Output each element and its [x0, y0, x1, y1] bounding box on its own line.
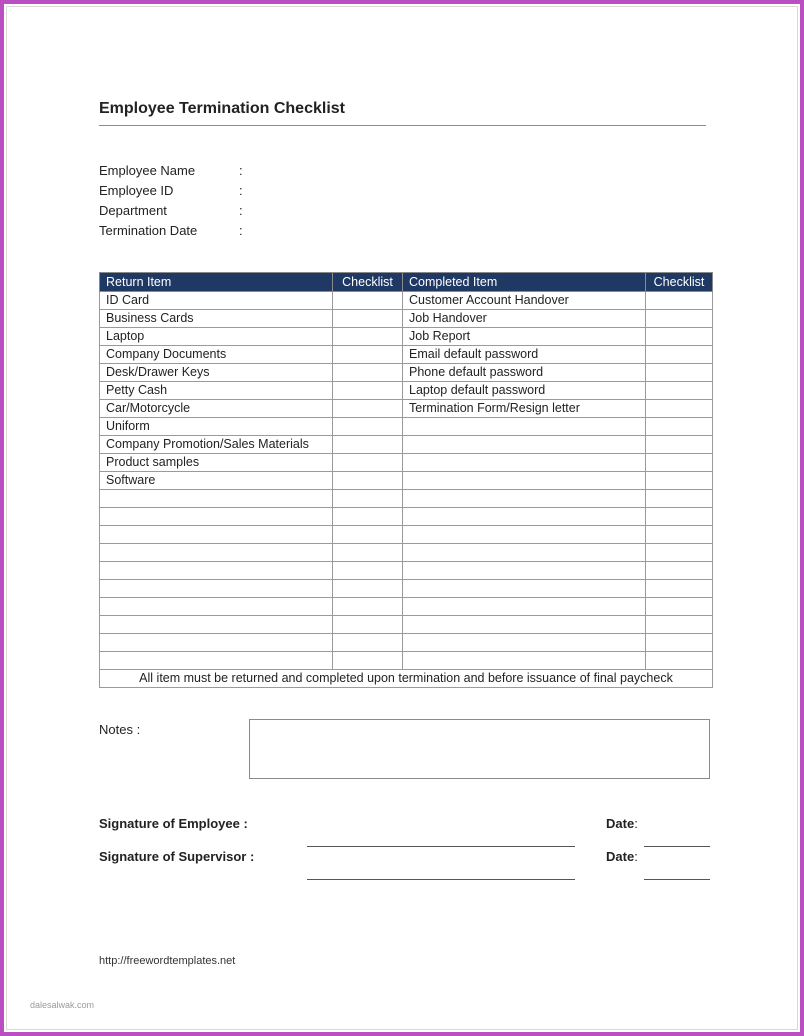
completed-item-cell: [403, 526, 646, 544]
table-row: [100, 472, 713, 490]
completed-item-cell: [403, 580, 646, 598]
completed-check-cell[interactable]: [646, 652, 713, 670]
table-row: [100, 580, 713, 598]
return-item-cell: [100, 562, 333, 580]
completed-item-cell: Customer Account Handover: [403, 292, 646, 310]
completed-item-cell: [403, 418, 646, 436]
table-row: [100, 436, 713, 454]
source-url[interactable]: http://freewordtemplates.net: [99, 955, 236, 967]
table-row: [100, 634, 713, 652]
table-row: [100, 418, 713, 436]
completed-item-cell: [403, 508, 646, 526]
completed-item-cell: Job Report: [403, 328, 646, 346]
completed-item-cell: Laptop default password: [403, 382, 646, 400]
return-item-cell: [100, 526, 333, 544]
completed-check-cell[interactable]: [646, 364, 713, 382]
return-item-cell: [100, 490, 333, 508]
info-label: Department: [99, 203, 167, 218]
completed-check-cell[interactable]: [646, 436, 713, 454]
supervisor-date-label: [606, 849, 638, 864]
return-item-cell: [100, 652, 333, 670]
return-check-cell[interactable]: [333, 562, 403, 580]
return-check-cell[interactable]: [333, 364, 403, 382]
return-item-cell: [100, 616, 333, 634]
table-row: [100, 454, 713, 472]
return-check-cell[interactable]: [333, 310, 403, 328]
header-checklist-2: Checklist: [646, 273, 713, 292]
table-header-row: [100, 273, 713, 292]
completed-check-cell[interactable]: [646, 292, 713, 310]
return-item-cell: Car/Motorcycle: [100, 400, 333, 418]
return-item-cell: Software: [100, 472, 333, 490]
completed-check-cell[interactable]: [646, 616, 713, 634]
completed-item-cell: [403, 490, 646, 508]
employee-date-label: [606, 816, 638, 831]
return-check-cell[interactable]: [333, 616, 403, 634]
completed-check-cell[interactable]: [646, 598, 713, 616]
return-item-cell: Petty Cash: [100, 382, 333, 400]
info-colon: :: [239, 203, 243, 218]
table-row: [100, 346, 713, 364]
table-row: [100, 310, 713, 328]
notes-box[interactable]: [249, 719, 710, 779]
table-row: [100, 526, 713, 544]
completed-check-cell[interactable]: [646, 562, 713, 580]
completed-item-cell: [403, 634, 646, 652]
completed-item-cell: [403, 436, 646, 454]
completed-check-cell[interactable]: [646, 490, 713, 508]
return-check-cell[interactable]: [333, 400, 403, 418]
employee-signature-line[interactable]: [307, 846, 575, 847]
return-check-cell[interactable]: [333, 472, 403, 490]
table-row: [100, 544, 713, 562]
completed-check-cell[interactable]: [646, 418, 713, 436]
return-check-cell[interactable]: [333, 328, 403, 346]
completed-check-cell[interactable]: [646, 472, 713, 490]
info-colon: :: [239, 223, 243, 238]
header-checklist-1: Checklist: [333, 273, 403, 292]
return-check-cell[interactable]: [333, 544, 403, 562]
table-row: [100, 400, 713, 418]
info-label: Employee Name: [99, 163, 196, 178]
completed-check-cell[interactable]: [646, 508, 713, 526]
table-row: [100, 652, 713, 670]
return-item-cell: [100, 634, 333, 652]
return-item-cell: [100, 580, 333, 598]
return-check-cell[interactable]: [333, 490, 403, 508]
table-row: [100, 364, 713, 382]
supervisor-date-colon: :: [634, 849, 638, 864]
return-check-cell[interactable]: [333, 508, 403, 526]
completed-item-cell: Job Handover: [403, 310, 646, 328]
return-check-cell[interactable]: [333, 292, 403, 310]
return-check-cell[interactable]: [333, 454, 403, 472]
completed-item-cell: [403, 454, 646, 472]
completed-check-cell[interactable]: [646, 328, 713, 346]
completed-check-cell[interactable]: [646, 454, 713, 472]
completed-item-cell: [403, 616, 646, 634]
return-check-cell[interactable]: [333, 382, 403, 400]
watermark: dalesalwak.com: [30, 1000, 95, 1010]
info-label: Employee ID: [99, 183, 174, 198]
employee-date-colon: :: [634, 816, 638, 831]
return-check-cell[interactable]: [333, 598, 403, 616]
completed-item-cell: Email default password: [403, 346, 646, 364]
return-check-cell[interactable]: [333, 634, 403, 652]
completed-check-cell[interactable]: [646, 400, 713, 418]
completed-item-cell: [403, 652, 646, 670]
completed-item-cell: Termination Form/Resign letter: [403, 400, 646, 418]
supervisor-signature-line[interactable]: [307, 879, 575, 880]
checklist-table: [99, 272, 713, 688]
completed-item-cell: Phone default password: [403, 364, 646, 382]
return-check-cell[interactable]: [333, 436, 403, 454]
completed-check-cell[interactable]: [646, 526, 713, 544]
table-row: [100, 292, 713, 310]
return-check-cell[interactable]: [333, 346, 403, 364]
notes-label: Notes :: [99, 722, 141, 737]
return-item-cell: Laptop: [100, 328, 333, 346]
return-item-cell: Company Documents: [100, 346, 333, 364]
return-check-cell[interactable]: [333, 652, 403, 670]
info-colon: :: [239, 163, 243, 178]
return-check-cell[interactable]: [333, 580, 403, 598]
return-item-cell: [100, 598, 333, 616]
table-row: [100, 598, 713, 616]
return-item-cell: Uniform: [100, 418, 333, 436]
supervisor-date-text: Date: [606, 849, 635, 864]
completed-item-cell: [403, 544, 646, 562]
header-completed-item: Completed Item: [403, 273, 646, 292]
return-check-cell[interactable]: [333, 418, 403, 436]
completed-check-cell[interactable]: [646, 310, 713, 328]
supervisor-date-line[interactable]: [644, 879, 710, 880]
return-item-cell: [100, 544, 333, 562]
completed-check-cell[interactable]: [646, 580, 713, 598]
header-return-item: Return Item: [100, 273, 333, 292]
completed-item-cell: [403, 472, 646, 490]
return-item-cell: [100, 508, 333, 526]
return-item-cell: Business Cards: [100, 310, 333, 328]
title-underline: [99, 125, 706, 126]
completed-check-cell[interactable]: [646, 346, 713, 364]
return-item-cell: Product samples: [100, 454, 333, 472]
return-item-cell: Desk/Drawer Keys: [100, 364, 333, 382]
completed-check-cell[interactable]: [646, 544, 713, 562]
completed-item-cell: [403, 562, 646, 580]
table-row: [100, 616, 713, 634]
employee-signature-label: Signature of Employee :: [99, 816, 248, 831]
return-item-cell: Company Promotion/Sales Materials: [100, 436, 333, 454]
return-item-cell: ID Card: [100, 292, 333, 310]
table-row: [100, 562, 713, 580]
supervisor-signature-label: Signature of Supervisor :: [99, 849, 255, 864]
table-row: [100, 328, 713, 346]
table-footer-note: All item must be returned and completed upon termination and before issuance of final paycheck: [100, 670, 713, 688]
info-colon: :: [239, 183, 243, 198]
info-label: Termination Date: [99, 223, 198, 238]
document-title: Employee Termination Checklist: [99, 100, 345, 117]
table-row: [100, 382, 713, 400]
table-footer-row: [100, 670, 713, 688]
completed-item-cell: [403, 598, 646, 616]
employee-date-line[interactable]: [644, 846, 710, 847]
completed-check-cell[interactable]: [646, 382, 713, 400]
table-row: [100, 490, 713, 508]
completed-check-cell[interactable]: [646, 634, 713, 652]
table-row: [100, 508, 713, 526]
employee-date-text: Date: [606, 816, 635, 831]
return-check-cell[interactable]: [333, 526, 403, 544]
